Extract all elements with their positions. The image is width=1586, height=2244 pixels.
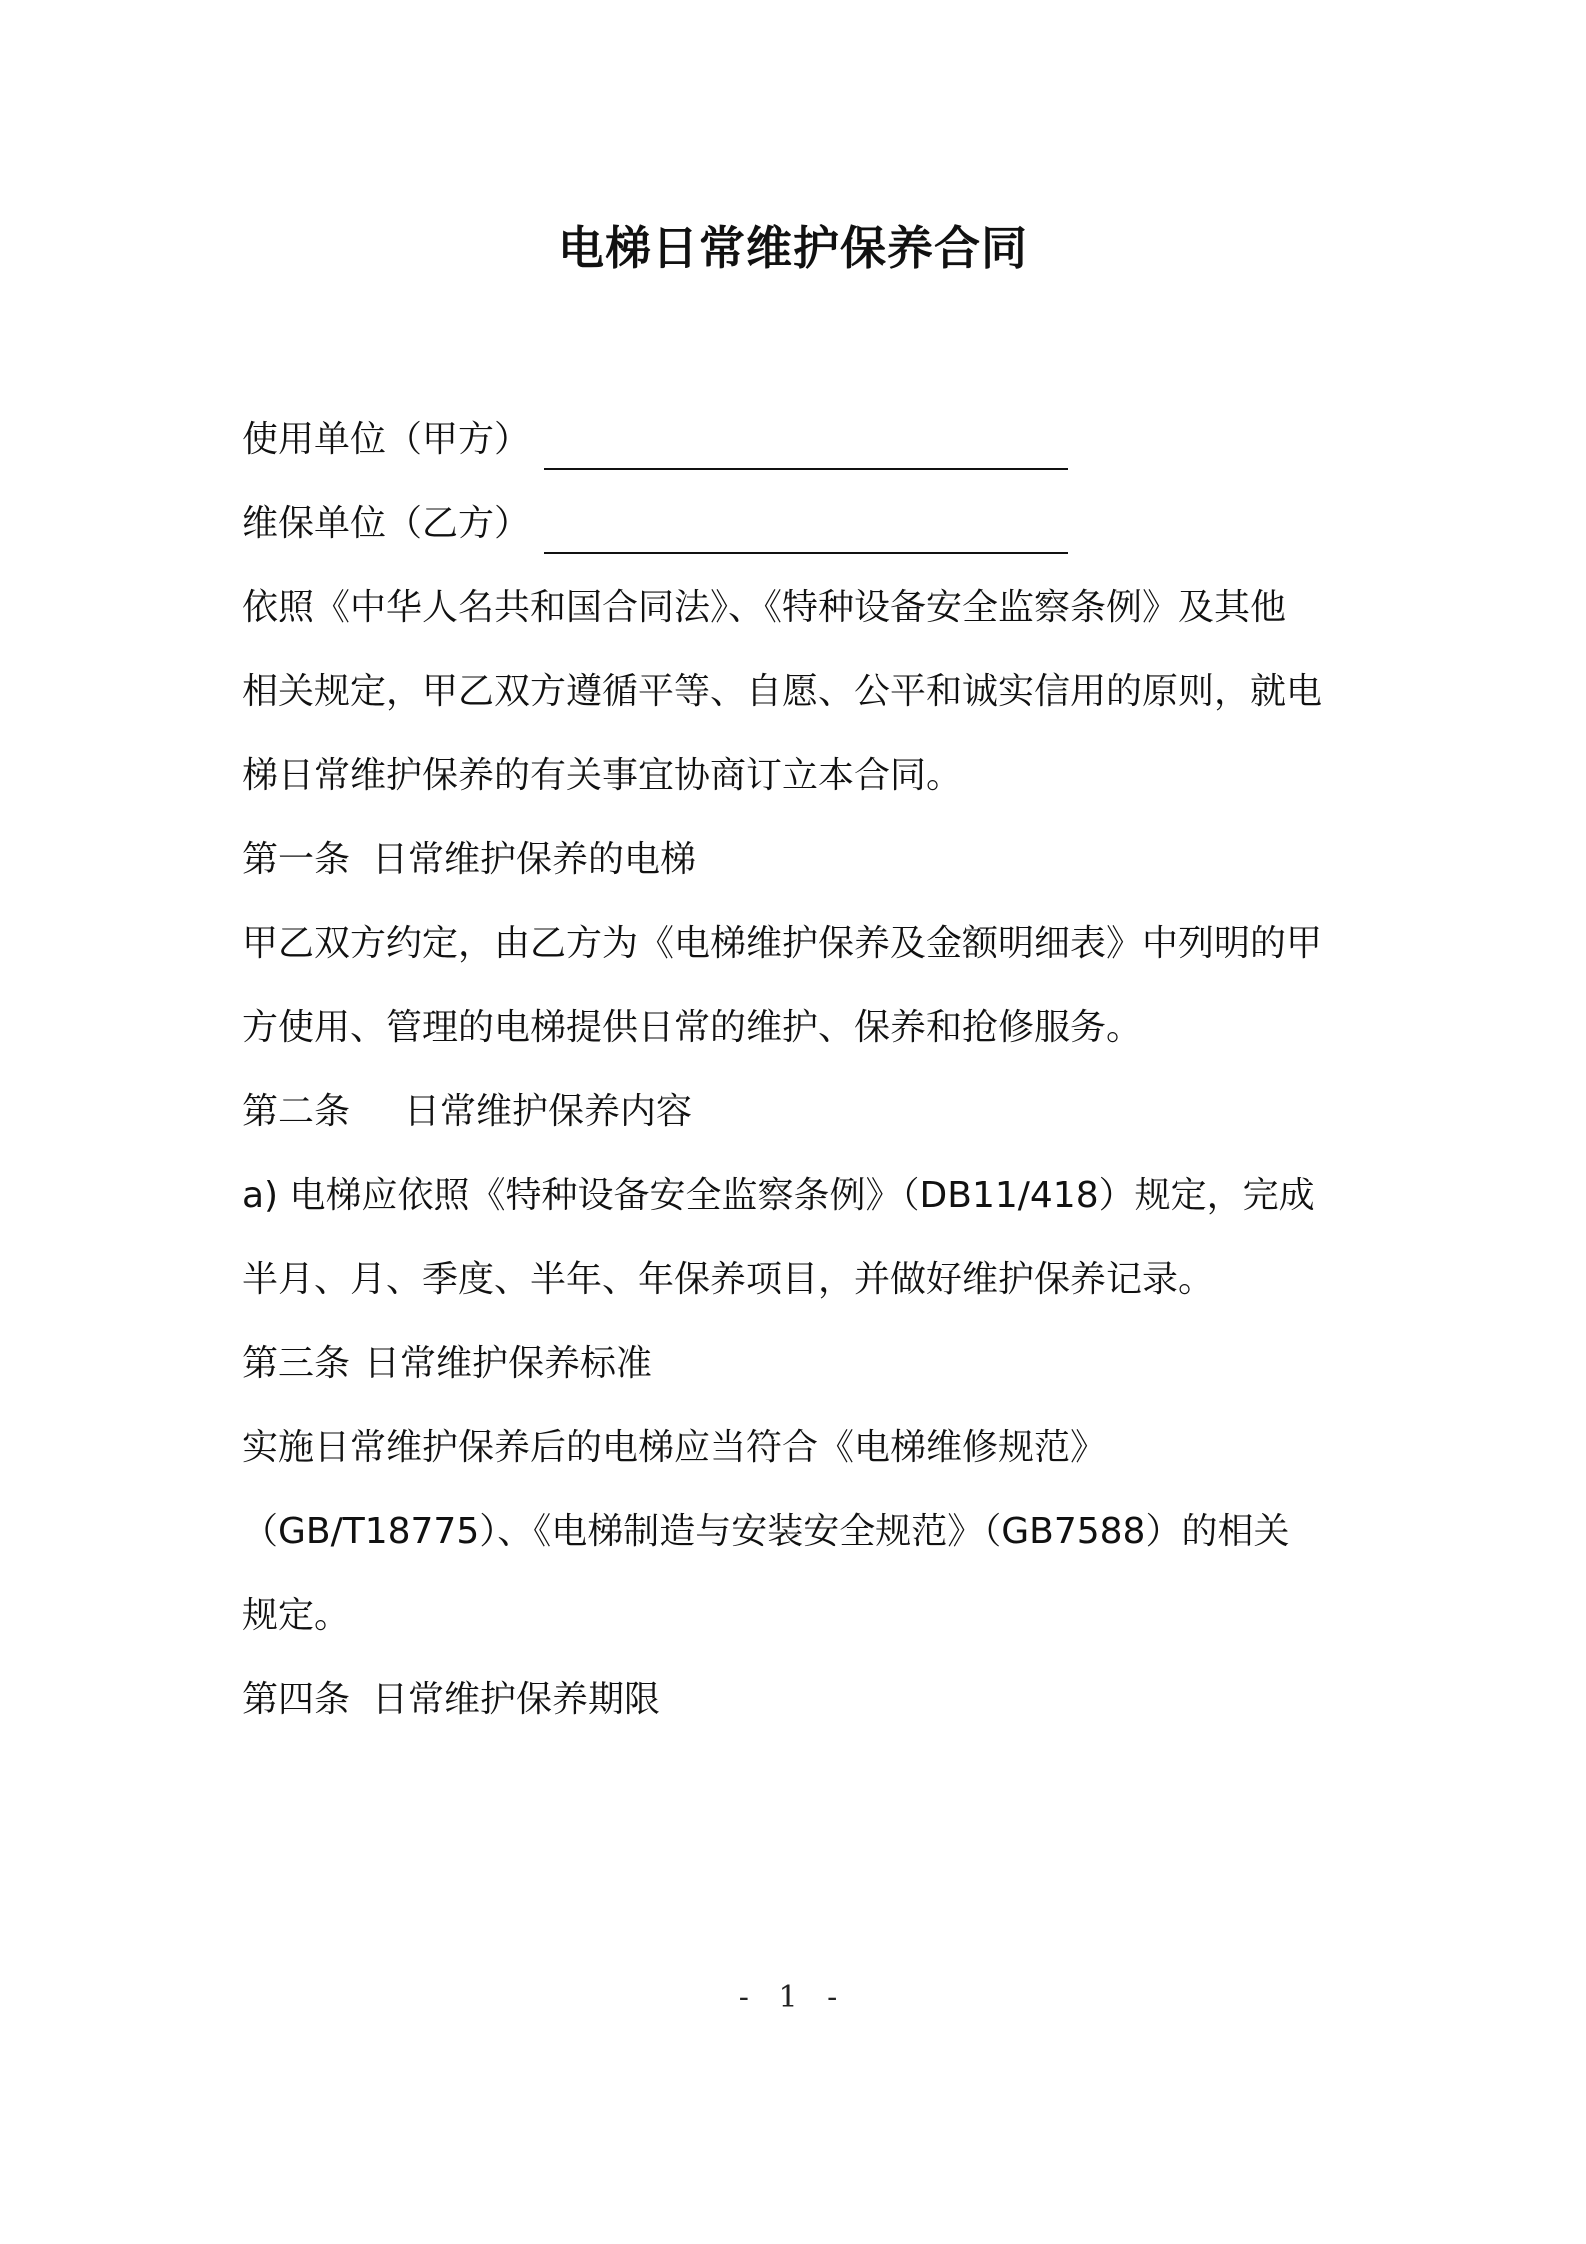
article-3-heading (242, 1322, 1362, 1406)
article-3-line-2: （GB/T18775）、《电梯制造与安装安全规范》（GB7588）的相关 (242, 1511, 1290, 1552)
article-2-title: 日常维护保养内容 (404, 1091, 693, 1132)
article-4-heading (242, 1658, 1362, 1742)
article-2-line-2: 半月、月、季度、半年、年保养项目，并做好维护保养记录。 (242, 1259, 1215, 1300)
article-1-heading (242, 818, 1362, 902)
article-3-title: 日常维护保养标准 (364, 1343, 653, 1384)
party-b-row (242, 482, 1362, 566)
party-b-blank[interactable] (544, 506, 1068, 554)
page-number: - 1 - (738, 1980, 848, 2015)
article-4-title: 日常维护保养期限 (372, 1679, 661, 1720)
article-2-heading (242, 1070, 1362, 1154)
article-1-number: 第一条 (242, 839, 351, 880)
article-3-line-1: 实施日常维护保养后的电梯应当符合《电梯维修规范》 (242, 1427, 1107, 1468)
article-2-line-1: a) 电梯应依照《特种设备安全监察条例》（DB11/418）规定，完成 (242, 1175, 1315, 1216)
party-a-row (242, 398, 1362, 482)
article-2-number: 第二条 (242, 1091, 351, 1132)
article-1-line-2: 方使用、管理的电梯提供日常的维护、保养和抢修服务。 (242, 1007, 1143, 1048)
party-b-label: 维保单位（乙方） (242, 503, 531, 544)
intro-line-1: 依照《中华人名共和国合同法》、《特种设备安全监察条例》及其他 (242, 587, 1287, 628)
document-title: 电梯日常维护保养合同 (558, 221, 1028, 275)
article-3-line-3: 规定。 (242, 1595, 351, 1636)
article-1-line-1: 甲乙双方约定，由乙方为《电梯维护保养及金额明细表》中列明的甲 (242, 923, 1323, 964)
article-1-title: 日常维护保养的电梯 (372, 839, 697, 880)
intro-line-2: 相关规定，甲乙双方遵循平等、自愿、公平和诚实信用的原则，就电 (242, 671, 1323, 712)
document-body (242, 398, 1362, 1742)
article-4-number: 第四条 (242, 1679, 351, 1720)
article-3-number: 第三条 (242, 1343, 351, 1384)
intro-line-3: 梯日常维护保养的有关事宜协商订立本合同。 (242, 755, 963, 796)
party-a-blank[interactable] (544, 422, 1068, 470)
party-a-label: 使用单位（甲方） (242, 419, 531, 460)
